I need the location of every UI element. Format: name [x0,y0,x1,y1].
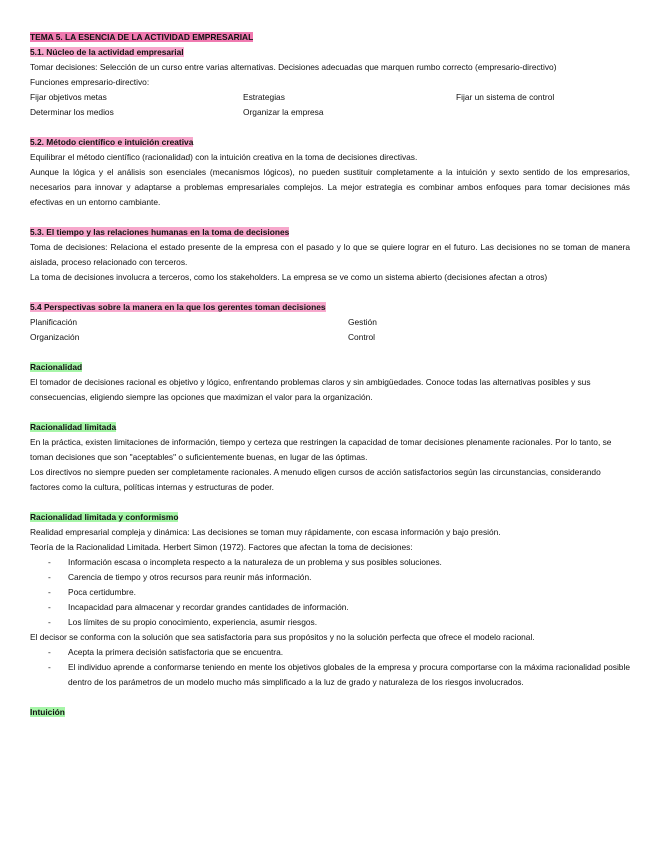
factors-list [30,555,630,630]
function-item: Organizar la empresa [243,107,324,117]
paragraph: Funciones empresario-directivo: [30,77,150,87]
list-item: - Información escasa o incompleta respecto a la naturaleza de un problema y sus posibles soluciones. [68,555,630,570]
section-heading-5-4: 5.4 Perspectivas sobre la manera en la que los gerentes toman decisiones [30,302,326,312]
paragraph: El decisor se conforma con la solución que sea satisfactoria para sus propósitos y no la solución perfecta que ofrece el modelo racional. [30,632,535,642]
paragraph: Tomar decisiones: Selección de un curso entre varias alternativas. Decisiones adecuadas que marquen rumbo correcto (empresario-directivo) [30,62,557,72]
perspectives-row [30,315,630,330]
perspective-item: Organización [30,332,80,342]
heading-racionalidad: Racionalidad [30,362,83,372]
list-item: - Incapacidad para almacenar y recordar grandes cantidades de información. [68,600,630,615]
paragraph: Realidad empresarial compleja y dinámica: Las decisiones se toman muy rápidamente, con escasa información y bajo presión. [30,527,501,537]
list-item: - Carencia de tiempo y otros recursos para reunir más información. [68,570,630,585]
perspectives-row [30,330,630,345]
paragraph: Los directivos no siempre pueden ser completamente racionales. A menudo eligen cursos de acción satisfactorios según las circunstancias, considerando factores como la cultura, políticas internas y estructuras de poder. [30,467,601,492]
paragraph: Teoría de la Racionalidad Limitada. Herbert Simon (1972). Factores que afectan la toma de decisiones: [30,542,413,552]
perspective-item: Planificación [30,317,78,327]
heading-racionalidad-limitada: Racionalidad limitada [30,422,117,432]
list-item: - Acepta la primera decisión satisfactoria que se encuentra. [68,645,630,660]
functions-row [30,90,630,105]
list-item: - Poca certidumbre. [68,585,630,600]
function-item: Estrategias [243,92,285,102]
heading-racionalidad-conformismo: Racionalidad limitada y conformismo [30,512,179,522]
paragraph: La toma de decisiones involucra a terceros, como los stakeholders. La empresa se ve como un sistema abierto (decisiones afectan a otros) [30,272,548,282]
perspective-item: Gestión [348,317,377,327]
section-heading-5-1: 5.1. Núcleo de la actividad empresarial [30,47,184,57]
list-item: - Los límites de su propio conocimiento, experiencia, asumir riesgos. [68,615,630,630]
paragraph: El tomador de decisiones racional es objetivo y lógico, enfrentando problemas claros y sin ambigüedades. Conoce todas las alternativas posibles y sus consecuencias, eligiendo siempre las opciones que maximizan el valor para la organización. [30,377,591,402]
section-heading-5-3: 5.3. El tiempo y las relaciones humanas en la toma de decisiones [30,227,290,237]
function-item: Fijar un sistema de control [456,92,555,102]
function-item: Determinar los medios [30,107,114,117]
function-item: Fijar objetivos metas [30,92,107,102]
conformism-points-list [30,645,630,690]
perspective-item: Control [348,332,375,342]
paragraph: Toma de decisiones: Relaciona el estado presente de la empresa con el pasado y lo que se quiere lograr en el futuro. Las decisiones no se toman de manera aislada, proceso relacionado con terceros. [30,242,630,267]
list-item: - El individuo aprende a conformarse teniendo en mente los objetivos globales de la empresa y procura comportarse con la máxima racionalidad posible dentro de los parámetros de un modelo mucho más simplificado a la luz de grado y naturaleza de los riesgos involucrados. [68,660,630,690]
document-title: TEMA 5. LA ESENCIA DE LA ACTIVIDAD EMPRESARIAL [30,32,254,42]
paragraph: Aunque la lógica y el análisis son esenciales (mecanismos lógicos), no pueden sustituir completamente a la intuición y sexto sentido de los empresarios, necesarios para innovar y adaptarse a problemas empresariales complejos. La mejor estrategia es combinar ambos enfoques para tomar decisiones más efectivas en un entorno cambiante. [30,167,630,207]
functions-row [30,105,630,120]
paragraph: Equilibrar el método científico (racionalidad) con la intuición creativa en la toma de decisiones directivas. [30,152,418,162]
paragraph: En la práctica, existen limitaciones de información, tiempo y certeza que restringen la capacidad de tomar decisiones plenamente racionales. Por lo tanto, se toman decisiones que son "aceptables" o suficientemente buenas, en lugar de las óptimas. [30,437,612,462]
section-heading-5-2: 5.2. Método científico e intuición creativa [30,137,194,147]
document-content [30,30,630,720]
heading-intuicion: Intuición [30,707,65,717]
